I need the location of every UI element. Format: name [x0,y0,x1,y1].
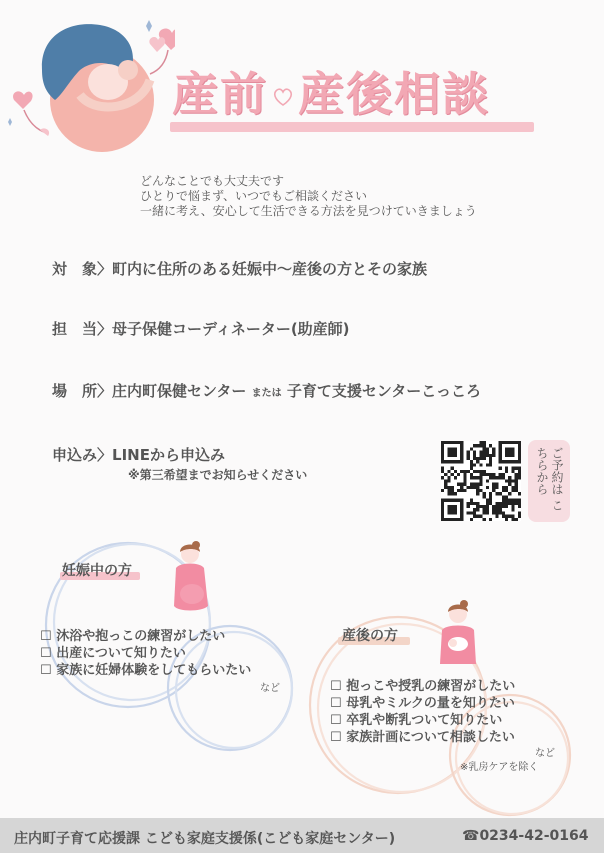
postpartum-item-4: ☐ 家族計画について相談したい [330,730,515,745]
target-value: 町内に住所のある妊娠中〜産後の方とその家族 [112,260,428,278]
postpartum-etc: など [535,748,555,759]
footer-department: 庄内町子育て応援課 こども家庭支援係(こども家庭センター) [14,831,396,847]
staff-value: 母子保健コーディネーター(助産師) [112,320,350,338]
pregnant-etc: など [260,683,280,694]
intro-line-1: どんなことでも大丈夫です [140,174,285,188]
apply-label: 申込み〉 [52,446,113,464]
apply-note: ※第三希望までお知らせください [128,468,308,482]
intro-line-2: ひとりで悩まず、いつでもご相談ください [140,189,368,203]
pregnant-heading: 妊娠中の方 [62,563,132,579]
postpartum-item-2: ☐ 母乳やミルクの量を知りたい [330,696,515,711]
pregnant-item-3: ☐ 家族に妊婦体験をしてもらいたい [40,663,252,678]
title-underline [170,122,534,132]
checkbox-icon: ☐ [40,629,52,644]
mother-baby-illustration [0,0,175,155]
checkbox-icon: ☐ [40,663,52,678]
apply-row [52,444,225,465]
staff-row [52,318,350,339]
postpartum-item-3: ☐ 卒乳や断乳ついて知りたい [330,713,503,728]
checkbox-icon: ☐ [330,730,342,745]
staff-label: 担 当〉 [52,320,113,338]
apply-value: LINEから申込み [112,446,225,464]
intro-line-3: 一緒に考え、安心して生活できる方法を見つけていきましょう [140,204,477,218]
place-value-b: 子育て支援センターこっころ [286,382,481,400]
footer-tel: ☎0234-42-0164 [462,828,589,844]
reserve-label: ご予約は こちらから [535,447,564,511]
postpartum-heading: 産後の方 [342,628,398,644]
postpartum-note: ※乳房ケアを除く [460,762,539,773]
place-connector: または [251,388,282,399]
checkbox-icon: ☐ [330,696,342,711]
line-qr-code[interactable] [441,441,521,521]
page-title [172,58,490,124]
heart-icon [272,85,294,111]
mother-with-baby-illustration [430,598,486,668]
place-label: 場 所〉 [52,382,113,400]
title-part-1: 産前 [172,67,268,121]
place-row [52,380,481,401]
title-part-2: 産後相談 [298,67,490,121]
pregnant-item-2: ☐ 出産について知りたい [40,646,186,661]
checkbox-icon: ☐ [330,679,342,694]
target-row [52,258,427,279]
checkbox-icon: ☐ [330,713,342,728]
pregnant-woman-illustration [162,540,218,618]
postpartum-item-1: ☐ 抱っこや授乳の練習がしたい [330,679,516,694]
target-label: 対 象〉 [52,260,113,278]
pregnant-item-1: ☐ 沐浴や抱っこの練習がしたい [40,629,226,644]
place-value-a: 庄内町保健センター [112,382,247,400]
checkbox-icon: ☐ [40,646,52,661]
